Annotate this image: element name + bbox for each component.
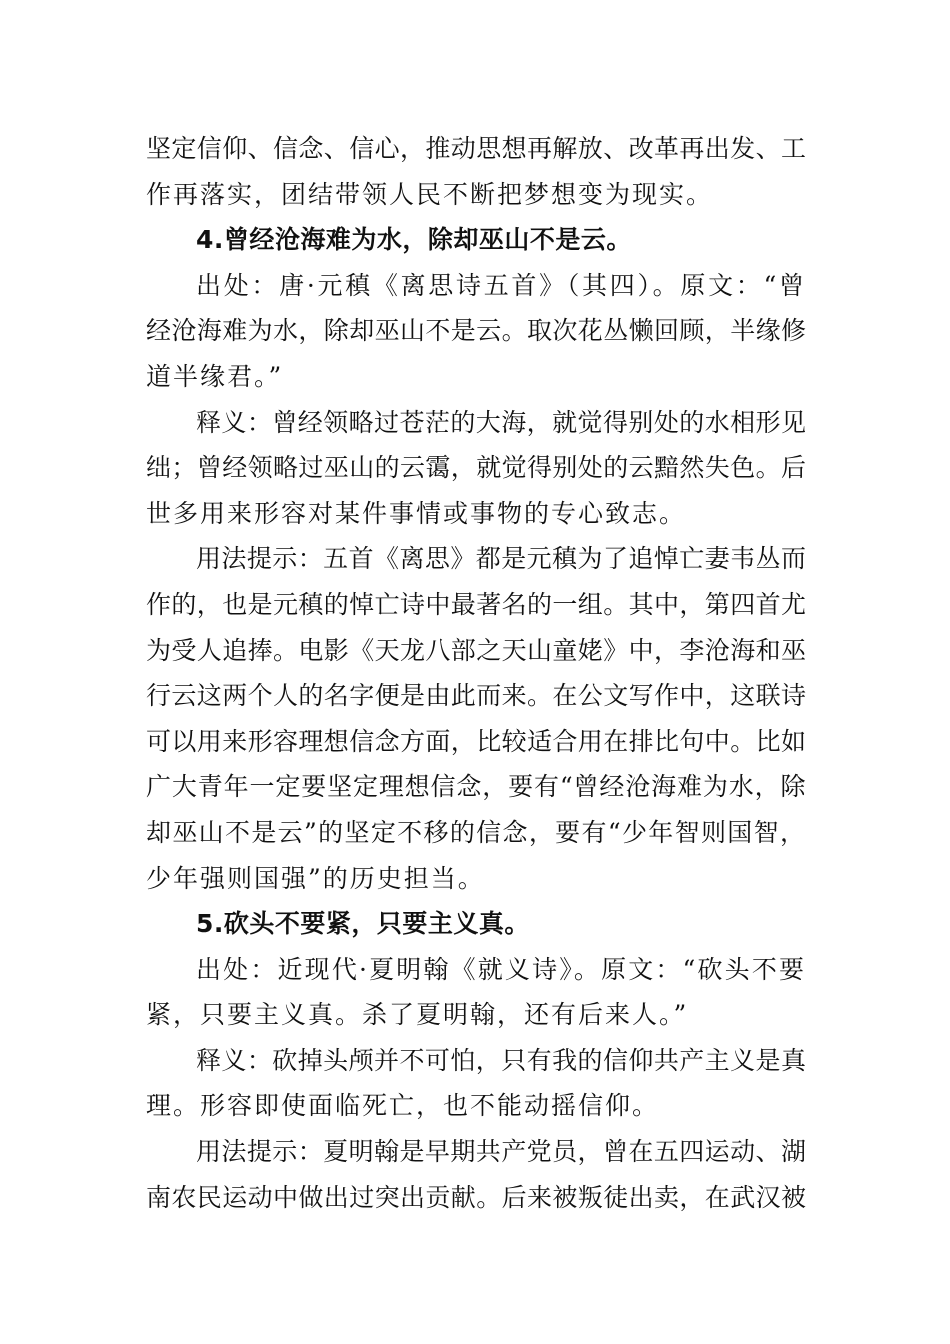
text-line: 广大青年一定要坚定理想信念，要有“曾经沧海难为水，除 (146, 772, 806, 802)
text-line: 出处：唐·元稹《离思诗五首》（其四）。原文：“曾 (196, 270, 806, 300)
document-body (146, 126, 806, 1220)
text-line: 作的，也是元稹的悼亡诗中最著名的一组。其中，第四首尤 (146, 589, 806, 619)
text-line: 少年强则国强”的历史担当。 (146, 863, 485, 893)
text-line: 坚定信仰、信念、信心，推动思想再解放、改革再出发、工 (146, 134, 806, 163)
text-line: 绌；曾经领略过巫山的云霭，就觉得别处的云黯然失色。后 (146, 453, 806, 483)
text-line: 用法提示：夏明翰是早期共产党员，曾在五四运动、湖 (196, 1137, 806, 1167)
text-line: 出处：近现代·夏明翰《就义诗》。原文：“砍头不要 (196, 954, 806, 984)
text-line: 作再落实，团结带领人民不断把梦想变为现实。 (146, 179, 714, 209)
text-line: 为受人追捧。电影《天龙八部之天山童姥》中，李沧海和巫 (146, 635, 806, 665)
text-line: 理。形容即使面临死亡，也不能动摇信仰。 (146, 1091, 660, 1121)
text-line: 释义：曾经领略过苍茫的大海，就觉得别处的水相形见 (196, 407, 806, 437)
text-line: 可以用来形容理想信念方面，比较适合用在排比句中。比如 (146, 726, 806, 756)
text-line: 南农民运动中做出过突出贡献。后来被叛徒出卖，在武汉被 (146, 1182, 806, 1212)
text-line: 却巫山不是云”的坚定不移的信念，要有“少年智则国智， (146, 817, 806, 847)
text-line: 紧，只要主义真。杀了夏明翰，还有后来人。” (146, 1000, 689, 1030)
text-line: 经沧海难为水，除却巫山不是云。取次花丛懒回顾，半缘修 (146, 316, 806, 346)
text-line: 释义：砍掉头颅并不可怕，只有我的信仰共产主义是真 (196, 1045, 806, 1075)
text-line: 行云这两个人的名字便是由此而来。在公文写作中，这联诗 (146, 681, 806, 711)
section-heading: 5.砍头不要紧，只要主义真。 (196, 909, 530, 939)
section-heading: 4.曾经沧海难为水，除却巫山不是云。 (196, 225, 632, 255)
text-line: 用法提示：五首《离思》都是元稹为了追悼亡妻韦丛而 (196, 544, 806, 574)
text-line: 道半缘君。” (146, 361, 284, 391)
text-line: 世多用来形容对某件事情或事物的专心致志。 (146, 498, 687, 528)
